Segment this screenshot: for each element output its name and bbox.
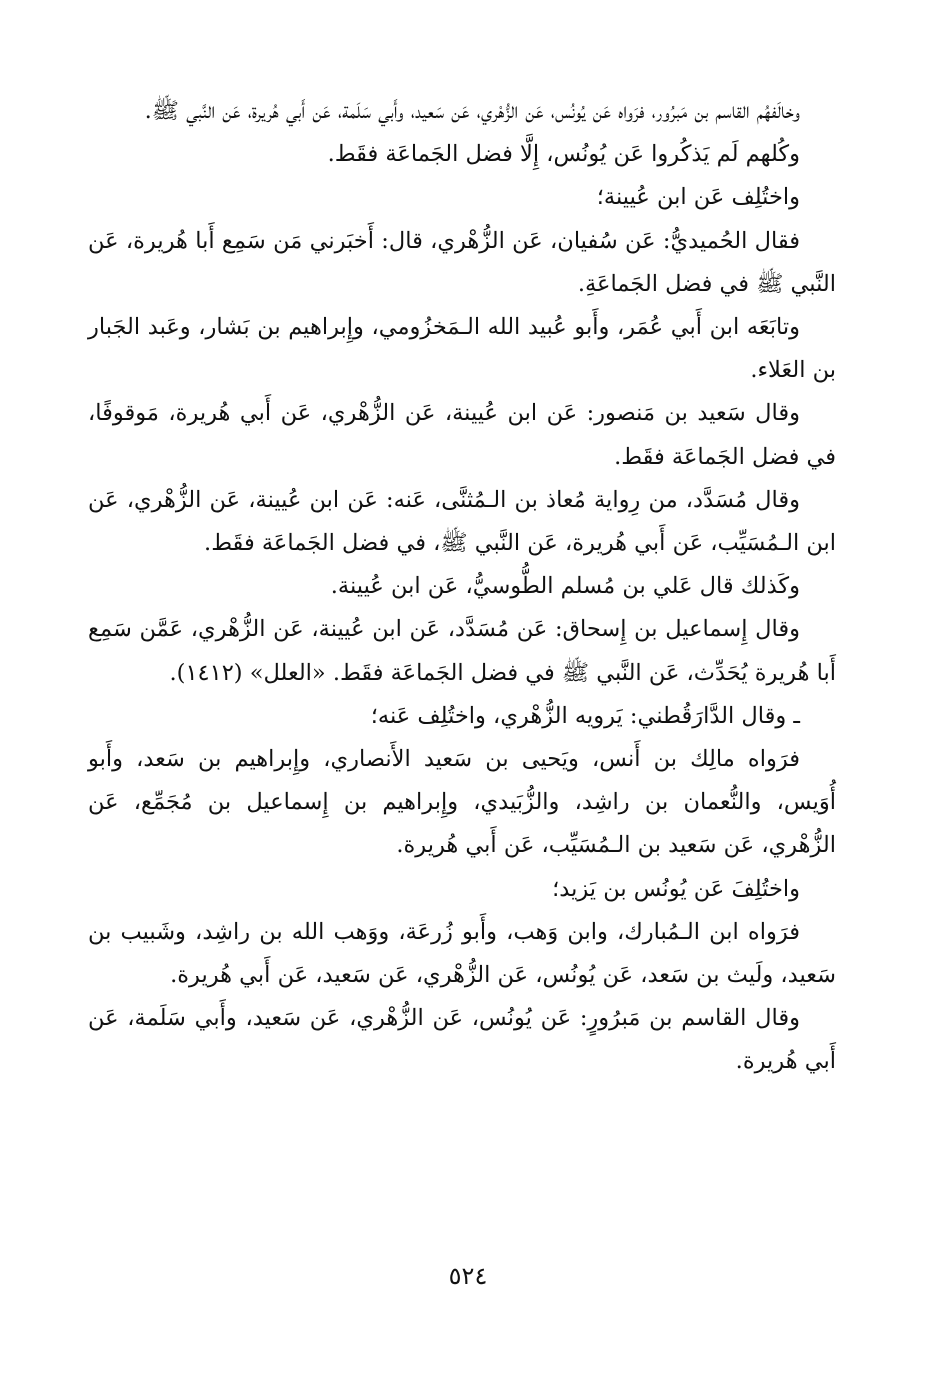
paragraph-4: فقال الحُميديُّ: عَن سُفيان، عَن الزُّهْري، قال: أَخبَرني مَن سَمِع أَبا هُريرة، عَن النَّبي ﷺ في فضل الجَماعَةِ.: [88, 227, 836, 297]
page-body: [88, 90, 836, 1084]
page-number: ٥٢٤: [448, 1262, 488, 1290]
paragraph-8: وكَذلك قال عَلي بن مُسلم الطُّوسيُّ، عَن ابن عُيينة.: [330, 573, 800, 600]
paragraph-14: وقال القاسم بن مَبرُورٍ: عَن يُونُس، عَن الزُّهْري، عَن سَعيد، وأَبي سَلَمة، عَن أَبي هُريرة.: [88, 1005, 836, 1075]
paragraph-3: واختُلِف عَن ابن عُيينة؛: [596, 184, 800, 211]
paragraph-7: وقال مُسَدَّد، من رِواية مُعاذ بن الـمُثنَّى، عَنه: عَن ابن عُيينة، عَن الزُّهْري، عَن ابن الـمُسَيِّب، عَن أَبي هُريرة، عَن النَّبي ﷺ، في فضل الجَماعَة فقَط.: [88, 486, 836, 557]
paragraph-6: وقال سَعيد بن مَنصور: عَن ابن عُيينة، عَن الزُّهْري، عَن أَبي هُريرة، مَوقوفًا، في فضل الجَماعَة فقَط.: [88, 400, 836, 470]
paragraph-13: فرَواه ابن الـمُبارك، وابن وَهب، وأَبو زُرعَة، ووَهب الله بن راشِد، وشَبيب بن سَعيد، ولَيث بن سَعد، عَن يُونُس، عَن الزُّهْري، عَن سَعيد، عَن أَبي هُريرة.: [88, 918, 836, 989]
paragraph-12: واختُلِفَ عَن يُونُس بن يَزيد؛: [552, 875, 800, 902]
paragraph-9: وقال إِسماعيل بن إِسحاق: عَن مُسَدَّد، عَن ابن عُيينة، عَن الزُّهْري، عَمَّن سَمِع أَبا هُريرة يُحَدِّث، عَن النَّبي ﷺ في فضل الجَماعَة فقَط. «العلل» (١٤١٢).: [88, 616, 836, 686]
paragraph-1: وخالَفهُم القاسم بن مَبرُور، فرَواه عَن يُونُس، عَن الزُّهْري، عَن سَعيد، وأَبي سَلَمة، عَن أَبي هُريرة، عَن النَّبي ﷺ.: [144, 98, 800, 124]
paragraph-5: وتابَعَه ابن أَبي عُمَر، وأَبو عُبيد الله الـمَخزُومي، وإِبراهيم بن بَشار، وعَبد الجَبار بن العَلاء.: [88, 314, 836, 384]
paragraph-2: وكُلهم لَم يَذكُروا عَن يُونُس، إِلَّا فضل الجَماعَة فقَط.: [327, 141, 800, 168]
paragraph-11: فرَواه مالِك بن أَنس، ويَحيى بن سَعيد الأَنصاري، وإِبراهيم بن سَعد، وأَبو أُوَيس، والنُّعمان بن راشِد، والزُّبَيدي، وإِبراهيم بن إِسماعيل بن مُجَمِّع، عَن الزُّهْري، عَن سَعيد بن الـمُسَيِّب، عَن أَبي هُريرة.: [88, 746, 836, 859]
paragraph-10: ـ وقال الدَّارَقُطني: يَرويه الزُّهْري، واختُلِف عَنه؛: [370, 702, 800, 729]
